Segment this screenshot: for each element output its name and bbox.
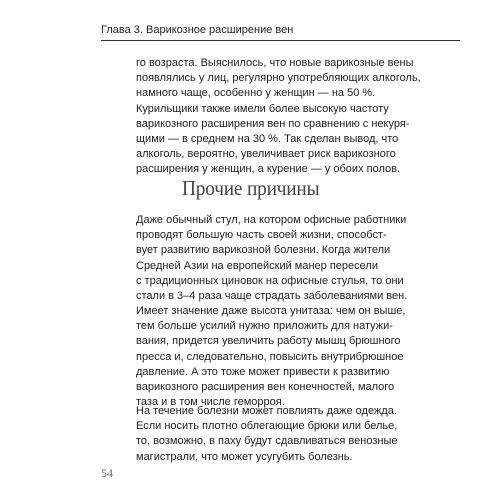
text-line: вует развитию варикозной болезни. Когда жители [136, 244, 391, 257]
text-line: появлялись у лиц, регулярно употребляющих алкоголь, [136, 72, 421, 85]
text-line: с традиционных циновок на офисные стулья, то они [136, 274, 404, 287]
header-rule [101, 40, 460, 41]
running-head [0, 0, 500, 43]
paragraph-3 [136, 304, 406, 410]
text-line: Средней Азии на европейский манер пересели [136, 259, 378, 272]
text-line: тем больше усилий нужно приложить для натужи- [136, 320, 393, 333]
text-line: щими — в среднем на 30 %. Так сделан вывод, что [136, 133, 399, 146]
text-line: давление. А это тоже может привести к развитию [136, 365, 390, 378]
text-line: пресса и, следовательно, повысить внутрибрюшное [136, 350, 404, 363]
paragraph-4 [136, 404, 398, 465]
text-line: варикозного расширения вен по сравнению с некуря- [136, 117, 410, 130]
text-line: Если носить плотно облегающие брюки или белье, [136, 420, 398, 433]
chapter-title: Глава 3. Варикозное расширение вен [101, 24, 294, 36]
text-line: вания, придется увеличить работу мышц брюшного [136, 335, 401, 348]
text-line: варикозного расширения вен конечностей, малого [136, 381, 395, 394]
text-line: Даже обычный стул, на котором офисные работники [136, 214, 407, 226]
text-line: стали в 3–4 раза чаще страдать заболеваниями вен. [136, 290, 408, 303]
paragraph-1 [136, 56, 421, 178]
section-heading: Прочие причины [182, 176, 320, 200]
text-line: проводят большую часть своей жизни, способст- [136, 229, 387, 242]
text-line: го возраста. Выяснилось, что новые варикозные вены [136, 57, 414, 69]
paragraph-2 [136, 213, 408, 304]
text-line: то, возможно, в паху будут сдавливаться венозные [136, 435, 398, 448]
text-line: На течение болезни может повлиять даже одежда. [136, 405, 397, 417]
text-line: намного чаще, особенно у женщин — на 50 %. [136, 87, 376, 100]
text-line: расширения у женщин, а курение — у обоих полов. [136, 163, 401, 176]
text-line: магистрали, что может усугубить болезнь. [136, 450, 353, 463]
page-number: 54 [101, 466, 113, 480]
text-line: Имеет значение даже высота унитаза: чем он выше, [136, 305, 406, 317]
text-line: алкоголь, вероятно, увеличивает риск варикозного [136, 148, 396, 161]
text-line: Курильщики также имели более высокую частоту [136, 102, 389, 115]
text-line: таза и в том числе геморроя. [136, 396, 285, 409]
